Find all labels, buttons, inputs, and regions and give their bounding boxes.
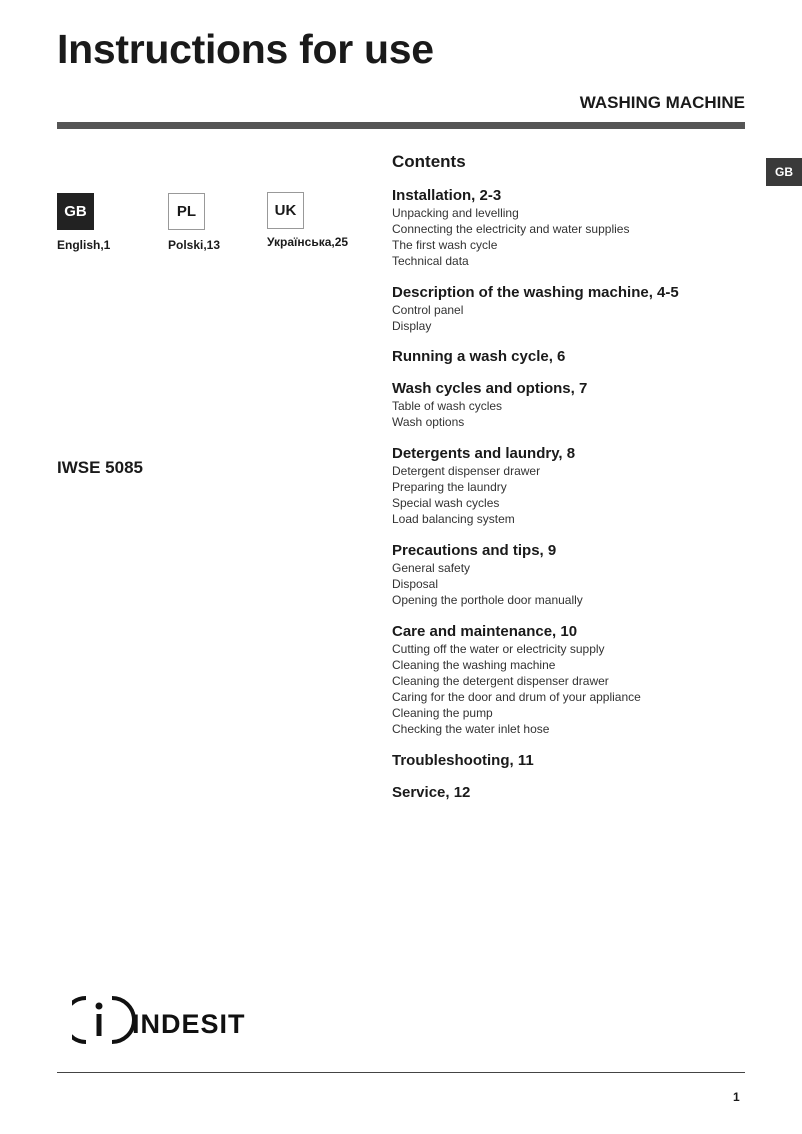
section-item[interactable]: Cleaning the pump bbox=[392, 706, 493, 720]
language-label: Polski,13 bbox=[168, 238, 221, 252]
language-uk[interactable] bbox=[267, 192, 348, 249]
section-item[interactable]: Special wash cycles bbox=[392, 496, 500, 510]
section-item[interactable]: Cleaning the washing machine bbox=[392, 658, 556, 672]
page-number: 1 bbox=[733, 1090, 740, 1104]
section-title[interactable]: Service, 12 bbox=[392, 784, 471, 801]
section-item[interactable]: Table of wash cycles bbox=[392, 399, 503, 413]
section-item[interactable]: Checking the water inlet hose bbox=[392, 722, 550, 736]
contents-section bbox=[392, 752, 534, 770]
section-item[interactable]: Opening the porthole door manually bbox=[392, 593, 583, 607]
contents-section bbox=[392, 380, 587, 430]
section-title[interactable]: Care and maintenance, 10 bbox=[392, 623, 578, 640]
language-label: Українська,25 bbox=[267, 235, 349, 249]
contents-section bbox=[392, 623, 641, 737]
section-item[interactable]: Disposal bbox=[392, 577, 439, 591]
language-code: PL bbox=[168, 193, 205, 230]
contents-section bbox=[392, 284, 679, 334]
section-item[interactable]: Preparing the laundry bbox=[392, 480, 507, 494]
svg-text:INDESIT: INDESIT bbox=[132, 1009, 246, 1039]
section-item[interactable]: Wash options bbox=[392, 415, 465, 429]
header-divider bbox=[57, 122, 745, 129]
section-title[interactable]: Precautions and tips, 9 bbox=[392, 542, 557, 559]
language-gb[interactable] bbox=[57, 193, 110, 252]
footer-divider bbox=[57, 1072, 745, 1073]
contents-section bbox=[392, 542, 583, 608]
section-title[interactable]: Troubleshooting, 11 bbox=[392, 752, 534, 769]
language-label: English,1 bbox=[57, 238, 111, 252]
page-title: Instructions for use bbox=[57, 26, 434, 72]
contents-section bbox=[392, 187, 629, 269]
section-item[interactable]: Unpacking and levelling bbox=[392, 206, 519, 220]
language-tab: GB bbox=[766, 158, 802, 186]
section-title[interactable]: Detergents and laundry, 8 bbox=[392, 445, 576, 462]
section-title[interactable]: Wash cycles and options, 7 bbox=[392, 380, 588, 397]
contents-section bbox=[392, 784, 470, 802]
section-item[interactable]: General safety bbox=[392, 561, 471, 575]
section-item[interactable]: The first wash cycle bbox=[392, 238, 498, 252]
section-title[interactable]: Installation, 2-3 bbox=[392, 187, 502, 204]
model-number: IWSE 5085 bbox=[57, 458, 143, 477]
contents-section bbox=[392, 445, 575, 527]
section-item[interactable]: Connecting the electricity and water supplies bbox=[392, 222, 630, 236]
section-item[interactable]: Detergent dispenser drawer bbox=[392, 464, 541, 478]
page-subtitle: WASHING MACHINE bbox=[579, 93, 745, 112]
indesit-logo bbox=[72, 992, 272, 1053]
section-item[interactable]: Technical data bbox=[392, 254, 469, 268]
contents-heading: Contents bbox=[392, 152, 466, 171]
language-code: UK bbox=[267, 192, 304, 229]
contents-section bbox=[392, 348, 565, 366]
section-item[interactable]: Control panel bbox=[392, 303, 464, 317]
section-item[interactable]: Cleaning the detergent dispenser drawer bbox=[392, 674, 609, 688]
language-code: GB bbox=[57, 193, 94, 230]
language-pl[interactable] bbox=[168, 193, 220, 252]
section-item[interactable]: Display bbox=[392, 319, 432, 333]
section-item[interactable]: Load balancing system bbox=[392, 512, 515, 526]
section-title[interactable]: Description of the washing machine, 4-5 bbox=[392, 284, 679, 301]
section-item[interactable]: Caring for the door and drum of your appliance bbox=[392, 690, 641, 704]
section-item[interactable]: Cutting off the water or electricity supply bbox=[392, 642, 605, 656]
section-title[interactable]: Running a wash cycle, 6 bbox=[392, 348, 566, 365]
